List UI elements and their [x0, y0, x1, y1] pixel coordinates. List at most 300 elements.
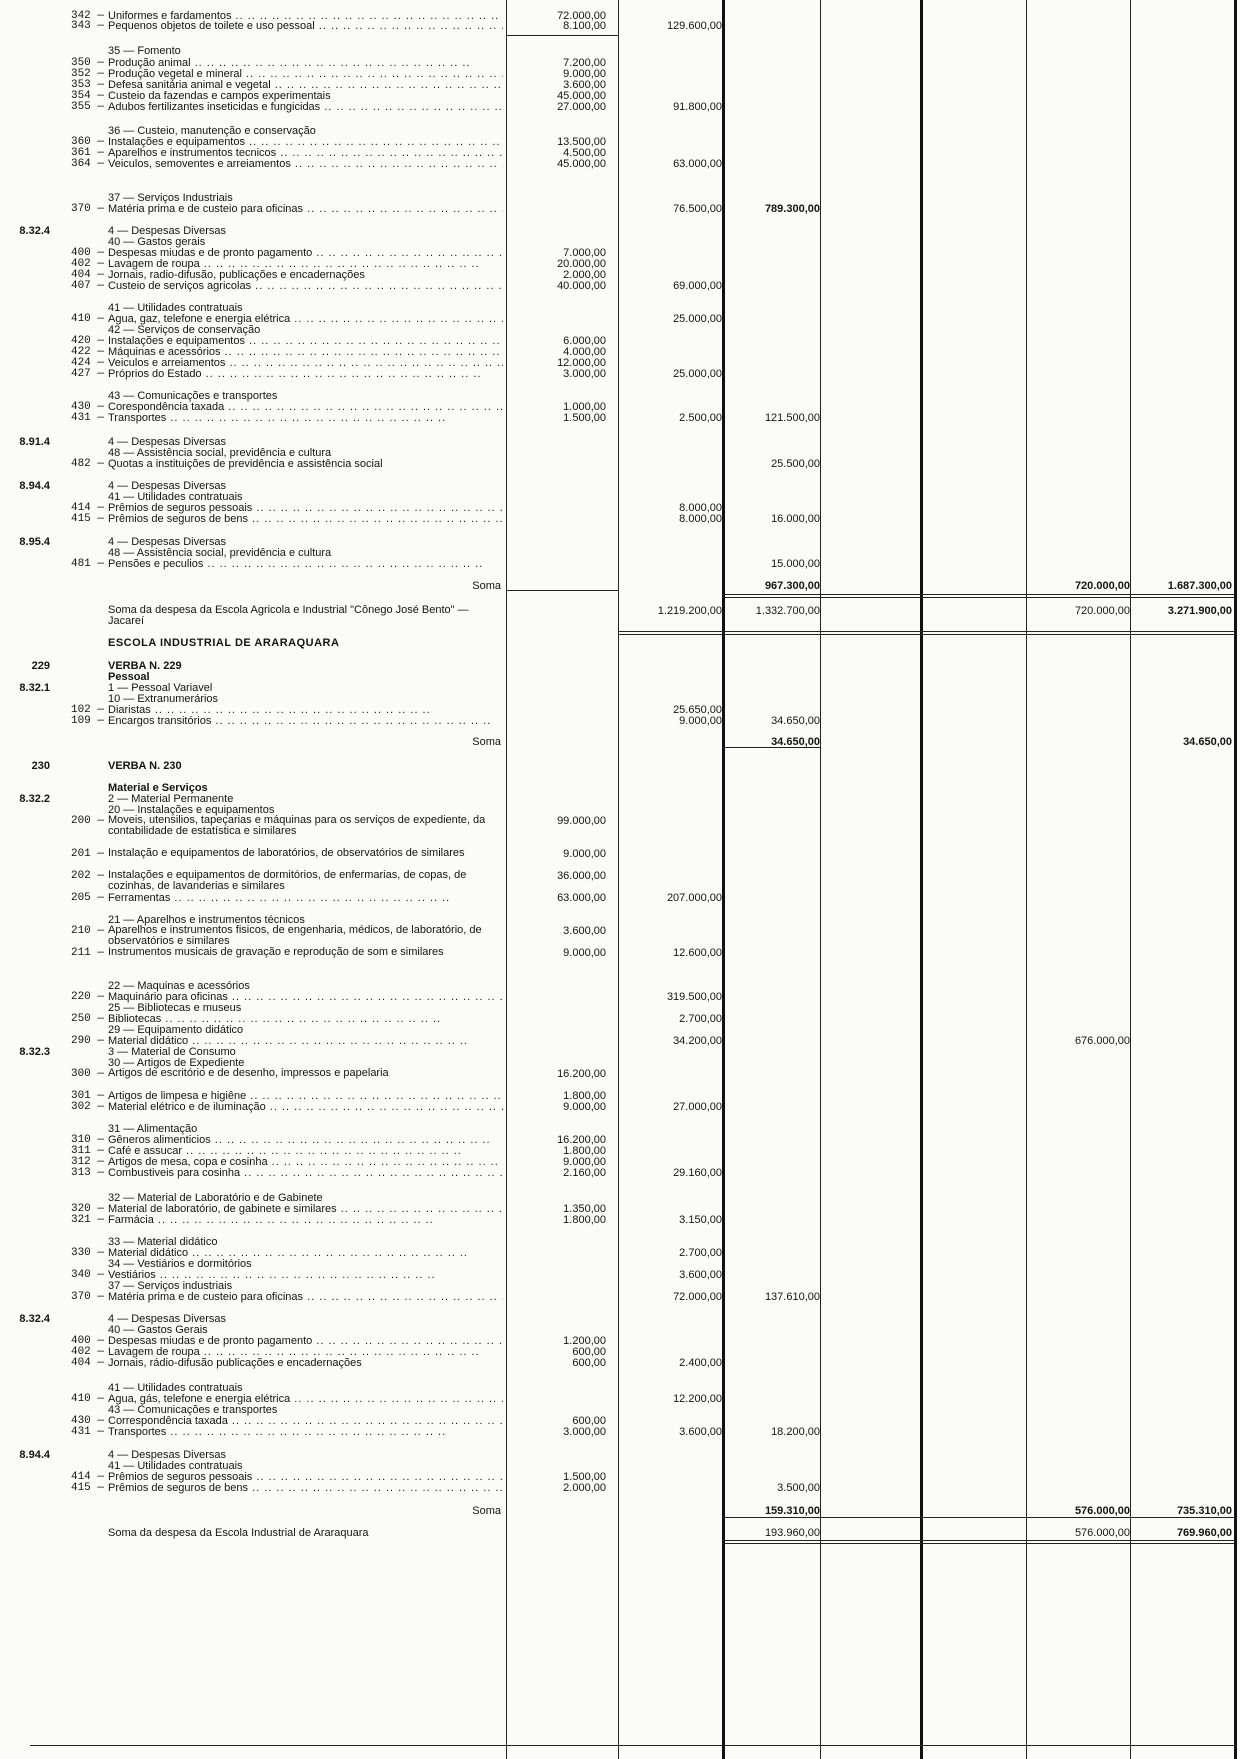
amount-c3: 34.650,00 — [771, 715, 820, 727]
item-code: 250 — — [70, 1013, 104, 1025]
item-description: 33 — Material didático — [108, 1236, 218, 1248]
amount-c3: 967.300,00 — [764, 580, 820, 592]
item-description: 37 — Serviços Industriais — [108, 192, 233, 204]
item-description: Prêmios de seguros de bens .. .. — [108, 1482, 503, 1494]
page-bottom-rule — [30, 1745, 1234, 1746]
amount-c2: 2.700,00 — [679, 1247, 722, 1259]
item-description: Material elétrico e de iluminação .. .. — [108, 1101, 503, 1113]
budget-row — [0, 1167, 1240, 1179]
amount-c6: 576.000,00 — [1074, 1505, 1130, 1517]
item-description: Correspondência taxada .. .. — [108, 1415, 503, 1427]
item-description: 36 — Custeio, manutenção e conservação — [108, 125, 316, 137]
sum-label: Soma — [472, 580, 501, 592]
item-description: 37 — Serviços industriais — [108, 1280, 233, 1292]
amount-c3: 25.500,00 — [771, 458, 820, 470]
amount-c2: 12.200,00 — [673, 1393, 722, 1405]
amount-c1: 16.200,00 — [557, 1068, 606, 1080]
item-description: Soma da despesa da Escola Agricola e Industrial "Cônego José Bento" — Jacareí — [108, 605, 469, 627]
item-code: 414 — — [70, 502, 104, 514]
item-code: 410 — — [70, 1393, 104, 1405]
amount-c2: 2.400,00 — [679, 1357, 722, 1369]
classification-code: 8.32.4 — [19, 1313, 50, 1325]
item-description: Prêmios de seguros pessoais .. .. — [108, 1471, 503, 1483]
item-description: Corespondência taxada .. .. — [108, 401, 503, 413]
amount-c1: 3.000,00 — [563, 368, 606, 380]
total-rule — [722, 594, 1234, 598]
item-description: Gêneros alimenticios .. .. — [108, 1134, 503, 1146]
amount-c2: 2.700,00 — [679, 1013, 722, 1025]
item-code: 364 — — [70, 158, 104, 170]
budget-row — [0, 1357, 1240, 1369]
item-description: Agua, gaz, telefone e energia elétrica .. .. — [108, 313, 503, 325]
amount-c2: 3.600,00 — [679, 1269, 722, 1281]
item-description: 40 — Gastos Gerais — [108, 1324, 208, 1336]
amount-c1: 1.000,00 — [563, 401, 606, 413]
item-description: Material de laboratório, de gabinete e similares .. .. — [108, 1203, 503, 1215]
section-heading: ESCOLA INDUSTRIAL DE ARARAQUARA — [108, 637, 340, 649]
item-description: Diaristas .. .. — [108, 704, 503, 716]
item-code: 431 — — [70, 412, 104, 424]
budget-row — [0, 892, 1240, 904]
item-code: 415 — — [70, 1482, 104, 1494]
item-code: 481 — — [70, 558, 104, 570]
classification-code: 8.91.4 — [19, 436, 50, 448]
item-description: Moveis, utensilios, tapeçarias e máquinas para os serviços de expediente, da contabilidade de estatística e similares — [108, 815, 486, 837]
budget-row — [0, 280, 1240, 292]
item-description: 10 — Extranumerários — [108, 693, 219, 705]
item-code: 109 — — [70, 715, 104, 727]
amount-c7: 735.310,00 — [1176, 1505, 1232, 1517]
item-description: Matéria prima e de custeio para oficinas .. .. — [108, 1291, 503, 1303]
item-description: Lavagem de roupa .. .. — [108, 258, 503, 270]
item-code: 321 — — [70, 1214, 104, 1226]
item-description: 4 — Despesas Diversas — [108, 480, 226, 492]
item-description: Adubos fertilizantes inseticidas e fungicidas .. .. — [108, 101, 503, 113]
subtotal-rule — [506, 35, 618, 36]
item-description: Instalação e equipamentos de laboratórios, de observatórios de similares — [108, 848, 465, 859]
amount-c1: 45.000,00 — [557, 158, 606, 170]
item-code: 410 — — [70, 313, 104, 325]
amount-c3: 789.300,00 — [764, 203, 820, 215]
amount-c1: 40.000,00 — [557, 280, 606, 292]
item-code: 340 — — [70, 1269, 104, 1281]
amount-c2: 3.600,00 — [679, 1426, 722, 1438]
item-description: Prêmios de seguros de bens .. .. — [108, 513, 503, 525]
budget-row — [0, 580, 1240, 592]
item-description: Instalações e equipamentos de dormitórios, de enfermarias, de copas, de cozinhas, de lavanderias e similares — [108, 870, 467, 892]
item-description: Material didático .. .. — [108, 1247, 503, 1259]
item-description: 4 — Despesas Diversas — [108, 1313, 226, 1325]
item-description: 21 — Aparelhos e instrumentos técnicos — [108, 914, 305, 926]
amount-c1: 8.100,00 — [563, 20, 606, 32]
item-description: 41 — Utilidades contratuais — [108, 491, 243, 503]
item-code: 407 — — [70, 280, 104, 292]
amount-c1: 3.000,00 — [563, 1426, 606, 1438]
amount-c2: 9.000,00 — [679, 715, 722, 727]
item-description: Farmácia .. .. — [108, 1214, 503, 1226]
item-description: Artigos de escritório e de desenho, impressos e papelaria — [108, 1068, 389, 1079]
item-description: 41 — Utilidades contratuais — [108, 1382, 243, 1394]
amount-c1: 63.000,00 — [557, 892, 606, 904]
item-code: 312 — — [70, 1156, 104, 1168]
total-rule — [722, 1540, 1234, 1544]
item-description: Uniformes e fardamentos .. .. — [108, 10, 503, 22]
budget-row — [0, 1068, 1240, 1080]
budget-row — [0, 1527, 1240, 1539]
amount-c1: 1.800,00 — [563, 1090, 606, 1102]
item-description: VERBA N. 230 — [108, 760, 182, 772]
item-code: 201 — — [70, 848, 104, 860]
amount-c3: 137.610,00 — [764, 1291, 820, 1303]
item-description: Pequenos objetos de toilete e uso pessoal .. .. — [108, 20, 503, 32]
item-code: 414 — — [70, 1471, 104, 1483]
item-description: Vestiários .. .. — [108, 1269, 503, 1281]
item-description: Defesa sanitária animal e vegetal .. .. — [108, 79, 503, 91]
amount-c6: 576.000,00 — [1074, 1527, 1130, 1539]
item-description: Artigos de mesa, copa e cosinha .. .. — [108, 1156, 503, 1168]
amount-c2: 69.000,00 — [673, 280, 722, 292]
budget-row — [0, 45, 1240, 57]
total-rule — [618, 631, 1234, 635]
item-code: 290 — — [70, 1035, 104, 1047]
item-description: Café e assucar .. .. — [108, 1145, 503, 1157]
item-description: Instalações e equipamentos .. .. — [108, 136, 503, 148]
amount-c1: 1.800,00 — [563, 1214, 606, 1226]
item-description: 30 — Artigos de Expediente — [108, 1057, 245, 1069]
item-code: 302 — — [70, 1101, 104, 1113]
item-code: 353 — — [70, 79, 104, 91]
item-code: 420 — — [70, 335, 104, 347]
budget-row — [0, 848, 1240, 860]
item-description: Aparelhos e instrumentos tecnicos .. .. — [108, 147, 503, 159]
item-description: Produção animal .. .. — [108, 57, 503, 69]
item-code: 320 — — [70, 1203, 104, 1215]
budget-row — [0, 458, 1240, 470]
budget-row — [0, 1505, 1240, 1517]
amount-c2: 72.000,00 — [673, 1291, 722, 1303]
classification-code: 8.94.4 — [19, 480, 50, 492]
item-description: 43 — Comunicações e transportes — [108, 1404, 278, 1416]
amount-c1: 36.000,00 — [557, 870, 606, 882]
item-description: Prêmios de seguros pessoais .. .. — [108, 502, 503, 514]
item-description: Jornais, radio-difusão, publicações e encadernações — [108, 269, 365, 281]
amount-c2: 1.219.200,00 — [657, 605, 722, 617]
amount-c7: 3.271.900,00 — [1167, 605, 1232, 617]
budget-row — [0, 760, 1240, 772]
item-description: Aparelhos e instrumentos fisicos, de engenharia, médicos, de laboratório, de observatórios e similares — [108, 925, 482, 947]
amount-c2: 25.650,00 — [673, 704, 722, 716]
item-description: 43 — Comunicações e transportes — [108, 390, 278, 402]
item-description: Matéria prima e de custeio para oficinas .. .. — [108, 203, 503, 215]
amount-c2: 319.500,00 — [666, 991, 722, 1003]
amount-c1: 7.000,00 — [563, 247, 606, 259]
item-description: Material e Serviços — [108, 782, 208, 794]
item-description: Produção vegetal e mineral .. .. — [108, 68, 503, 80]
amount-c1: 600,00 — [572, 1357, 606, 1369]
item-code: 360 — — [70, 136, 104, 148]
amount-c1: 12.000,00 — [557, 357, 606, 369]
item-description: Agua, gás, telefone e energia elétrica .. .. — [108, 1393, 503, 1405]
item-code: 400 — — [70, 247, 104, 259]
classification-code: 8.95.4 — [19, 536, 50, 548]
amount-c3: 193.960,00 — [764, 1527, 820, 1539]
budget-row — [0, 605, 1240, 627]
amount-c2: 129.600,00 — [666, 20, 722, 32]
item-code: 301 — — [70, 1090, 104, 1102]
item-description: Instalações e equipamentos .. .. — [108, 335, 503, 347]
amount-c2: 207.000,00 — [666, 892, 722, 904]
amount-c3: 1.332.700,00 — [755, 605, 820, 617]
item-description: Veiculos, semoventes e arreiamentos .. .. — [108, 158, 503, 170]
amount-c2: 8.000,00 — [679, 502, 722, 514]
amount-c3: 121.500,00 — [764, 412, 820, 424]
amount-c1: 2.000,00 — [563, 1482, 606, 1494]
amount-c1: 27.000,00 — [557, 101, 606, 113]
item-description: 32 — Material de Laboratório e de Gabinete — [108, 1192, 323, 1204]
item-description: Transportes .. .. — [108, 412, 503, 424]
item-code: 211 — — [70, 947, 104, 959]
item-code: 400 — — [70, 1335, 104, 1347]
amount-c1: 9.000,00 — [563, 68, 606, 80]
item-code: 200 — — [70, 815, 104, 827]
amount-c1: 1.500,00 — [563, 412, 606, 424]
item-description: 4 — Despesas Diversas — [108, 1449, 226, 1461]
item-code: 210 — — [70, 925, 104, 937]
item-code: 424 — — [70, 357, 104, 369]
amount-c2: 63.000,00 — [673, 158, 722, 170]
amount-c1: 4.000,00 — [563, 346, 606, 358]
amount-c1: 3.600,00 — [563, 79, 606, 91]
budget-row — [0, 101, 1240, 113]
sum-label: Soma — [472, 1505, 501, 1517]
budget-row — [0, 558, 1240, 570]
amount-c3: 159.310,00 — [764, 1505, 820, 1517]
amount-c1: 1.500,00 — [563, 1471, 606, 1483]
item-description: 31 — Alimentação — [108, 1123, 198, 1135]
amount-c2: 34.200,00 — [673, 1035, 722, 1047]
budget-row — [0, 158, 1240, 170]
item-code: 431 — — [70, 1426, 104, 1438]
budget-row — [0, 1426, 1240, 1438]
item-description: 2 — Material Permanente — [108, 793, 234, 805]
item-description: Artigos de limpesa e higiêne .. .. — [108, 1090, 503, 1102]
item-description: Próprios do Estado .. .. — [108, 368, 503, 380]
amount-c2: 2.500,00 — [679, 412, 722, 424]
subtotal-rule — [722, 1517, 1234, 1518]
item-code: 350 — — [70, 57, 104, 69]
item-code: 343 — — [70, 20, 104, 32]
item-description: Material didático .. .. — [108, 1035, 503, 1047]
item-description: Soma da despesa da Escola Industrial de Araraquara — [108, 1527, 369, 1539]
item-description: 29 — Equipamento didático — [108, 1024, 244, 1036]
item-code: 330 — — [70, 1247, 104, 1259]
item-description: 40 — Gastos gerais — [108, 236, 206, 248]
item-code: 427 — — [70, 368, 104, 380]
classification-code: 8.94.4 — [19, 1449, 50, 1461]
item-code: 361 — — [70, 147, 104, 159]
amount-c1: 16.200,00 — [557, 1134, 606, 1146]
item-code: 404 — — [70, 269, 104, 281]
item-code: 370 — — [70, 1291, 104, 1303]
item-description: 34 — Vestiários e dormitórios — [108, 1258, 252, 1270]
item-code: 352 — — [70, 68, 104, 80]
item-code: 310 — — [70, 1134, 104, 1146]
budget-row — [0, 20, 1240, 32]
classification-code: 230 — [31, 760, 50, 772]
item-description: 4 — Despesas Diversas — [108, 536, 226, 548]
budget-row — [0, 637, 1240, 649]
item-code: 342 — — [70, 10, 104, 22]
item-description: Pessoal — [108, 671, 150, 683]
budget-row — [0, 925, 1240, 947]
amount-c6: 676.000,00 — [1074, 1035, 1130, 1047]
sum-label: Soma — [472, 736, 501, 748]
item-code: 102 — — [70, 704, 104, 716]
item-code: 422 — — [70, 346, 104, 358]
amount-c1: 7.200,00 — [563, 57, 606, 69]
amount-c3: 34.650,00 — [771, 736, 820, 748]
item-description: 22 — Maquinas e acessórios — [108, 980, 250, 992]
amount-c1: 1.200,00 — [563, 1335, 606, 1347]
amount-c7: 34.650,00 — [1183, 736, 1232, 748]
budget-row — [0, 870, 1240, 892]
amount-c1: 1.800,00 — [563, 1145, 606, 1157]
amount-c3: 16.000,00 — [771, 513, 820, 525]
classification-code: 8.32.1 — [19, 682, 50, 694]
item-description: 4 — Despesas Diversas — [108, 436, 226, 448]
amount-c2: 25.000,00 — [673, 368, 722, 380]
item-description: Maquinário para oficinas .. .. — [108, 991, 503, 1003]
amount-c3: 15.000,00 — [771, 558, 820, 570]
amount-c1: 72.000,00 — [557, 10, 606, 22]
item-description: Encargos transitórios .. .. — [108, 715, 503, 727]
item-code: 415 — — [70, 513, 104, 525]
budget-row — [0, 1291, 1240, 1303]
item-description: Pensões e peculios .. .. — [108, 558, 503, 570]
item-code: 205 — — [70, 892, 104, 904]
amount-c1: 13.500,00 — [557, 136, 606, 148]
amount-c2: 27.000,00 — [673, 1101, 722, 1113]
item-code: 220 — — [70, 991, 104, 1003]
item-description: Custeio da fazendas e campos experimentais — [108, 90, 331, 102]
amount-c6: 720.000,00 — [1074, 580, 1130, 592]
item-description: 48 — Assistência social, previdência e cultura — [108, 547, 332, 559]
amount-c1: 9.000,00 — [563, 947, 606, 959]
budget-row — [0, 368, 1240, 380]
classification-code: 8.32.2 — [19, 793, 50, 805]
amount-c1: 1.350,00 — [563, 1203, 606, 1215]
item-code: 354 — — [70, 90, 104, 102]
item-description: 4 — Despesas Diversas — [108, 225, 226, 237]
item-description: Bibliotecas .. .. — [108, 1013, 503, 1025]
amount-c1: 9.000,00 — [563, 1156, 606, 1168]
budget-row — [0, 715, 1240, 727]
amount-c1: 2.160,00 — [563, 1167, 606, 1179]
item-description: Despesas miudas e de pronto pagamento .. .. — [108, 247, 503, 259]
amount-c3: 3.500,00 — [777, 1482, 820, 1494]
amount-c2: 29.160,00 — [673, 1167, 722, 1179]
item-description: 42 — Serviços de conservação — [108, 324, 261, 336]
amount-c1: 3.600,00 — [563, 925, 606, 937]
item-description: 20 — Instalações e equipamentos — [108, 804, 275, 816]
budget-row — [0, 736, 1240, 748]
amount-c7: 1.687.300,00 — [1167, 580, 1232, 592]
item-description: Instrumentos musicais de gravação e reprodução de som e similares — [108, 947, 444, 958]
item-description: 3 — Material de Consumo — [108, 1046, 236, 1058]
amount-c1: 9.000,00 — [563, 1101, 606, 1113]
budget-row — [0, 1101, 1240, 1113]
item-description: 41 — Utilidades contratuais — [108, 1460, 243, 1472]
classification-code: 8.32.4 — [19, 225, 50, 237]
item-description: 25 — Bibliotecas e museus — [108, 1002, 242, 1014]
budget-row — [0, 815, 1240, 837]
classification-code: 8.32.3 — [19, 1046, 50, 1058]
classification-code: 229 — [31, 660, 50, 672]
amount-c2: 12.600,00 — [673, 947, 722, 959]
item-description: Lavagem de roupa .. .. — [108, 1346, 503, 1358]
amount-c1: 600,00 — [572, 1415, 606, 1427]
item-code: 370 — — [70, 203, 104, 215]
item-code: 202 — — [70, 870, 104, 882]
item-code: 300 — — [70, 1068, 104, 1080]
amount-c1: 45.000,00 — [557, 90, 606, 102]
item-description: 1 — Pessoal Variavel — [108, 682, 213, 694]
budget-row — [0, 203, 1240, 215]
item-code: 402 — — [70, 258, 104, 270]
amount-c1: 6.000,00 — [563, 335, 606, 347]
item-description: 48 — Assistência social, previdência e cultura — [108, 447, 332, 459]
amount-c1: 600,00 — [572, 1346, 606, 1358]
item-description: Veiculos e arreiamentos .. .. — [108, 357, 503, 369]
item-description: Custeio de serviços agricolas .. .. — [108, 280, 503, 292]
amount-c7: 769.960,00 — [1176, 1527, 1232, 1539]
budget-row — [0, 1482, 1240, 1494]
amount-c2: 76.500,00 — [673, 203, 722, 215]
item-description: Ferramentas .. .. — [108, 892, 503, 904]
item-code: 430 — — [70, 401, 104, 413]
budget-row — [0, 947, 1240, 959]
amount-c1: 2.000,00 — [563, 269, 606, 281]
item-description: 41 — Utilidades contratuais — [108, 302, 243, 314]
amount-c3: 18.200,00 — [771, 1426, 820, 1438]
item-description: Combustiveis para cosinha .. .. — [108, 1167, 503, 1179]
item-code: 313 — — [70, 1167, 104, 1179]
item-description: VERBA N. 229 — [108, 660, 182, 672]
budget-row — [0, 513, 1240, 525]
item-code: 311 — — [70, 1145, 104, 1157]
amount-c2: 8.000,00 — [679, 513, 722, 525]
amount-c2: 25.000,00 — [673, 313, 722, 325]
amount-c2: 91.800,00 — [673, 101, 722, 113]
amount-c1: 20.000,00 — [557, 258, 606, 270]
item-description: Máquinas e acessórios .. .. — [108, 346, 503, 358]
item-description: 35 — Fomento — [108, 45, 181, 57]
amount-c1: 9.000,00 — [563, 848, 606, 860]
amount-c2: 3.150,00 — [679, 1214, 722, 1226]
item-code: 355 — — [70, 101, 104, 113]
item-description: Quotas a instituições de previdência e assistência social — [108, 458, 383, 470]
item-description: Transportes .. .. — [108, 1426, 503, 1438]
item-code: 404 — — [70, 1357, 104, 1369]
budget-row — [0, 1214, 1240, 1226]
amount-c6: 720.000,00 — [1074, 605, 1130, 617]
item-description: Despesas miudas e de pronto pagamento .. .. — [108, 1335, 503, 1347]
item-description: Jornais, rádio-difusão publicações e encadernações — [108, 1357, 362, 1369]
item-code: 430 — — [70, 1415, 104, 1427]
amount-c1: 4.500,00 — [563, 147, 606, 159]
budget-row — [0, 412, 1240, 424]
amount-c1: 99.000,00 — [557, 815, 606, 827]
